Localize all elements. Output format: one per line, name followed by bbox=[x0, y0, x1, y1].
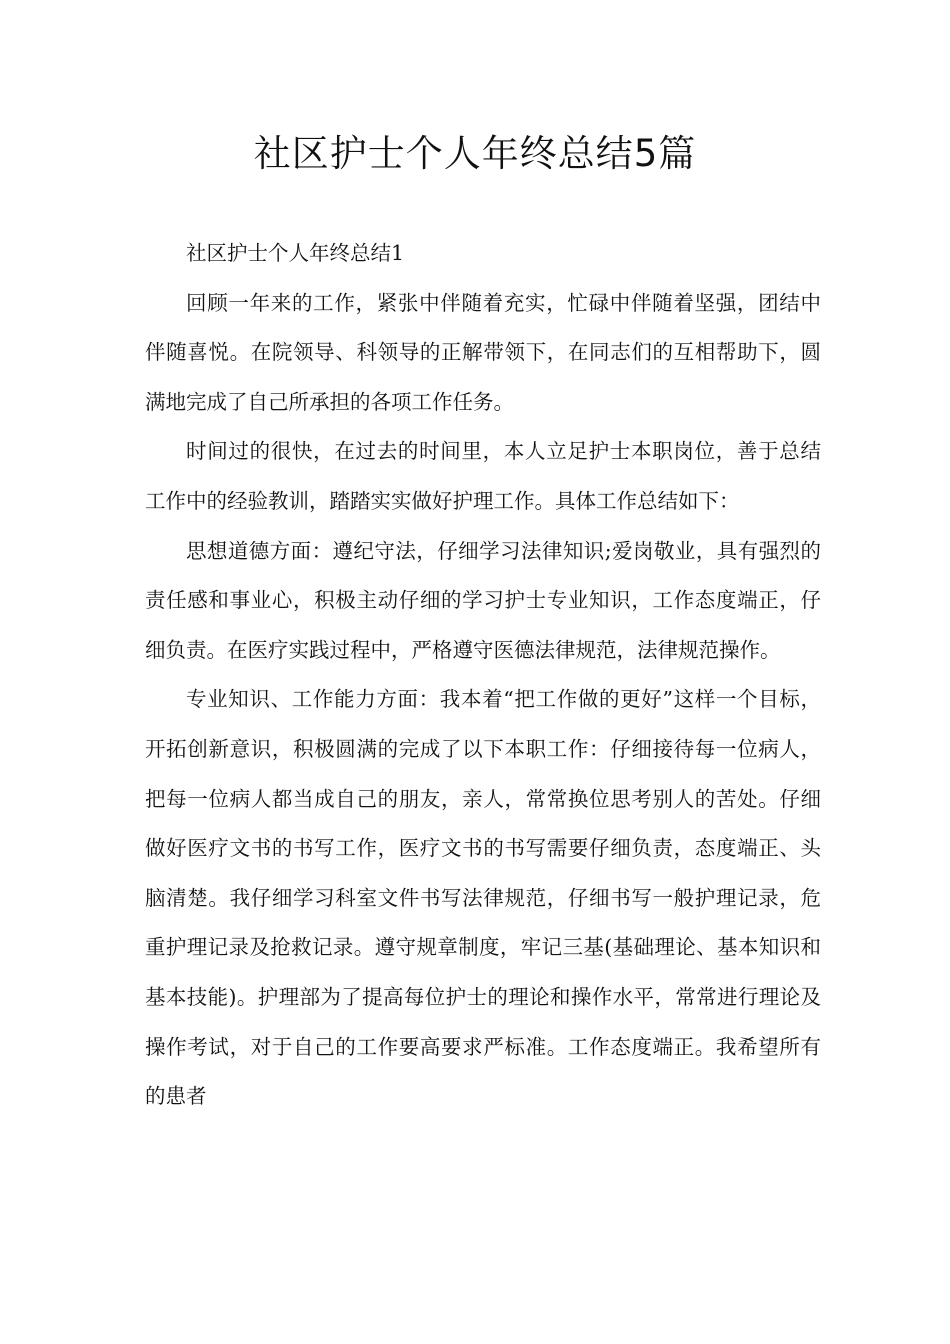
paragraph-2: 时间过的很快，在过去的时间里，本人立足护士本职岗位，善于总结工作中的经验教训，踏踏实实做好护理工作。具体工作总结如下： bbox=[145, 439, 821, 513]
document-body bbox=[145, 229, 821, 1122]
document-title: 社区护士个人年终总结5篇 bbox=[253, 132, 697, 175]
paragraph-1: 回顾一年来的工作，紧张中伴随着充实，忙碌中伴随着坚强，团结中伴随喜悦。在院领导、科领导的正解带领下，在同志们的互相帮助下，圆满地完成了自己所承担的各项工作任务。 bbox=[145, 290, 821, 414]
paragraph-3: 思想道德方面：遵纪守法，仔细学习法律知识;爱岗敬业，具有强烈的责任感和事业心，积极主动仔细的学习护士专业知识，工作态度端正，仔细负责。在医疗实践过程中，严格遵守医德法律规范，法律规范操作。 bbox=[145, 538, 821, 662]
section-heading: 社区护士个人年终总结1 bbox=[186, 241, 405, 265]
paragraph-4: 专业知识、工作能力方面：我本着“把工作做的更好”这样一个目标，开拓创新意识，积极圆满的完成了以下本职工作：仔细接待每一位病人，把每一位病人都当成自己的朋友，亲人，常常换位思考别人的苦处。仔细做好医疗文书的书写工作，医疗文书的书写需要仔细负责，态度端正、头脑清楚。我仔细学习科室文件书写法律规范，仔细书写一般护理记录，危重护理记录及抢救记录。遵守规章制度，牢记三基(基础理论、基本知识和基本技能)。护理部为了提高每位护士的理论和操作水平，常常进行理论及操作考试，对于自己的工作要高要求严标准。工作态度端正。我希望所有的患者 bbox=[145, 687, 821, 1109]
